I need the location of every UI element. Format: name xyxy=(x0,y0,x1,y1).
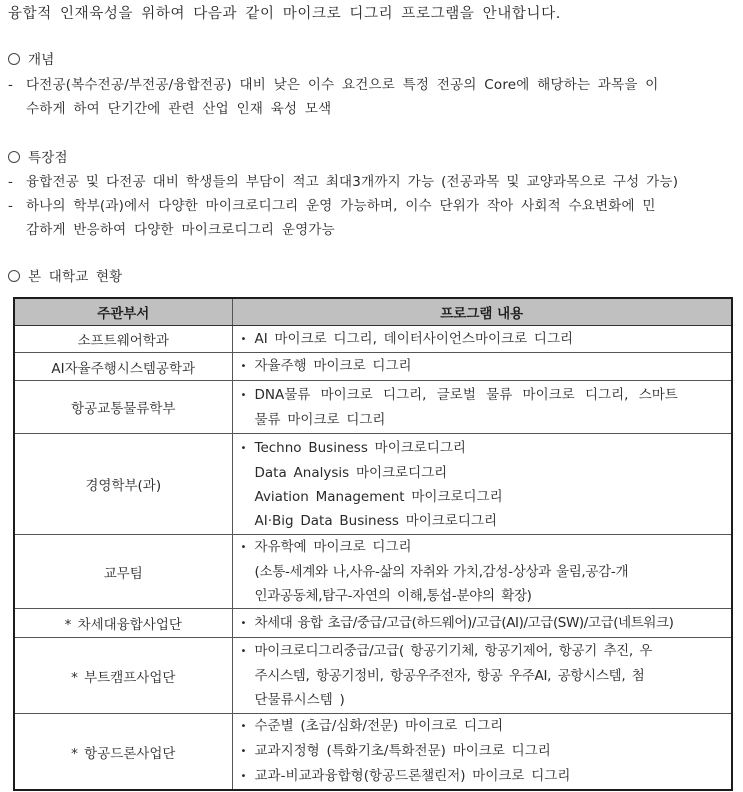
dash-icon: - xyxy=(8,198,14,214)
section-heading-label: 특장점 xyxy=(28,150,68,166)
table-row xyxy=(14,638,732,714)
program-text: 차세대 융합 초급/중급/고급(하드웨어)/고급(AI)/고급(SW)/고급(네트워크) xyxy=(254,614,674,631)
features-item-2-line1 xyxy=(8,194,656,218)
features-item-1 xyxy=(8,170,678,194)
program-line: (소통-세계와 나,사유-삶의 자취와 가치,감성-상상과 울림,공감-개 xyxy=(254,564,629,580)
bullet-icon: • xyxy=(240,721,247,732)
program-text: AI 마이크로 디그리, 데이터사이언스마이크로 디그리 xyxy=(254,330,574,347)
circle-icon xyxy=(8,151,20,163)
program-line xyxy=(241,327,728,352)
department-cell: * 항공드론사업단 xyxy=(14,714,232,791)
program-text: DNA물류 마이크로 디그리, 글로벌 물류 마이크로 디그리, 스마트 xyxy=(254,386,678,403)
program-cell xyxy=(232,381,732,434)
bullet-icon: • xyxy=(240,617,246,629)
program-text: 자율주행 마이크로 디그리 xyxy=(254,358,412,374)
bullet-icon: • xyxy=(240,361,247,372)
bullet-icon: • xyxy=(240,542,247,553)
features-item-text: 융합전공 및 다전공 대비 학생들의 부담이 적고 최대3개까지 가능 (전공과목 및 교양과목으로 구성 가능) xyxy=(26,174,679,190)
table-row xyxy=(14,381,732,434)
program-cell xyxy=(232,535,732,609)
concept-item-line2: 수하게 하여 단기간에 관련 산업 인재 육성 모색 xyxy=(26,101,332,117)
intro-text: 융합적 인재육성을 위하여 다음과 같이 마이크로 디그리 프로그램을 안내합니다. xyxy=(8,6,561,22)
column-header-department: 주관부서 xyxy=(14,298,232,326)
program-line xyxy=(241,535,728,560)
bullet-icon: • xyxy=(240,646,247,657)
table-row xyxy=(14,353,732,381)
program-line: Data Analysis 마이크로디그리 xyxy=(254,464,448,481)
program-line: 주시스템, 항공기정비, 항공우주전자, 항공 우주AI, 공항시스템, 첨 xyxy=(254,668,645,684)
table-row xyxy=(14,326,732,353)
department-cell: AI자율주행시스템공학과 xyxy=(14,353,232,381)
department-cell: 교무팀 xyxy=(14,535,232,609)
section-heading-concept xyxy=(8,48,54,72)
program-line xyxy=(241,764,728,789)
program-line xyxy=(241,611,728,636)
section-heading-features xyxy=(8,146,68,170)
program-text: 자유학예 마이크로 디그리 xyxy=(254,539,412,555)
program-line xyxy=(241,354,728,379)
bullet-icon: • xyxy=(240,333,247,345)
table-row xyxy=(14,535,732,609)
department-cell: 경영학부(과) xyxy=(14,434,232,535)
program-line xyxy=(241,639,728,664)
concept-item-text: 다전공(복수전공/부전공/융합전공) 대비 낮은 이수 요건으로 특정 전공의 Core에 해당하는 과목을 이 xyxy=(26,77,659,93)
program-line xyxy=(241,714,728,739)
program-cell xyxy=(232,609,732,638)
program-text: 교과지정형 (특화기초/특화전문) 마이크로 디그리 xyxy=(254,743,551,759)
program-cell xyxy=(232,353,732,381)
program-line xyxy=(241,383,728,408)
table-row xyxy=(14,609,732,638)
department-cell: 소프트웨어학과 xyxy=(14,326,232,353)
program-cell xyxy=(232,714,732,791)
concept-item-line1 xyxy=(8,73,659,97)
department-cell: * 부트캠프사업단 xyxy=(14,638,232,714)
features-item-2-line2: 감하게 반응하여 다양한 마이크로디그리 운영가능 xyxy=(26,222,335,238)
bullet-icon: • xyxy=(240,389,247,401)
program-line: AI·Big Data Business 마이크로디그리 xyxy=(254,512,498,529)
section-heading-status xyxy=(8,265,122,289)
bullet-icon: • xyxy=(240,746,247,757)
table-row xyxy=(14,714,732,791)
microdegree-table xyxy=(13,297,733,791)
dash-icon: - xyxy=(8,174,14,190)
circle-icon xyxy=(8,270,20,282)
program-line: Aviation Management 마이크로디그리 xyxy=(254,488,503,505)
program-text: 교과-비교과융합형(항공드론챌린저) 마이크로 디그리 xyxy=(254,768,571,784)
program-text: 수준별 (초급/심화/전문) 마이크로 디그리 xyxy=(254,718,504,734)
section-heading-label: 본 대학교 현황 xyxy=(28,269,123,285)
program-line xyxy=(241,436,728,461)
department-cell: * 차세대융합사업단 xyxy=(14,609,232,638)
table-header-row xyxy=(14,298,732,326)
table-row xyxy=(14,434,732,535)
bullet-icon: • xyxy=(240,771,247,782)
program-cell xyxy=(232,326,732,353)
program-line: 물류 마이크로 디그리 xyxy=(254,411,386,428)
features-item-text: 하나의 학부(과)에서 다양한 마이크로디그리 운영 가능하며, 이수 단위가 작아 사회적 수요변화에 민 xyxy=(26,198,656,214)
program-text: 마이크로디그리중급/고급( 항공기기체, 항공기제어, 항공기 추진, 우 xyxy=(254,643,653,659)
program-line: 단물류시스템 ) xyxy=(254,692,345,708)
column-header-program: 프로그램 내용 xyxy=(232,298,732,326)
circle-icon xyxy=(8,53,20,65)
program-line xyxy=(241,739,728,764)
bullet-icon: • xyxy=(240,442,247,454)
department-cell: 항공교통물류학부 xyxy=(14,381,232,434)
program-line: 인과공동체,탐구-자연의 이해,통섭-분야의 확장) xyxy=(254,588,532,604)
dash-icon: - xyxy=(8,77,14,93)
section-heading-label: 개념 xyxy=(28,52,55,68)
program-cell xyxy=(232,434,732,535)
program-cell xyxy=(232,638,732,714)
program-text: Techno Business 마이크로디그리 xyxy=(254,439,466,456)
